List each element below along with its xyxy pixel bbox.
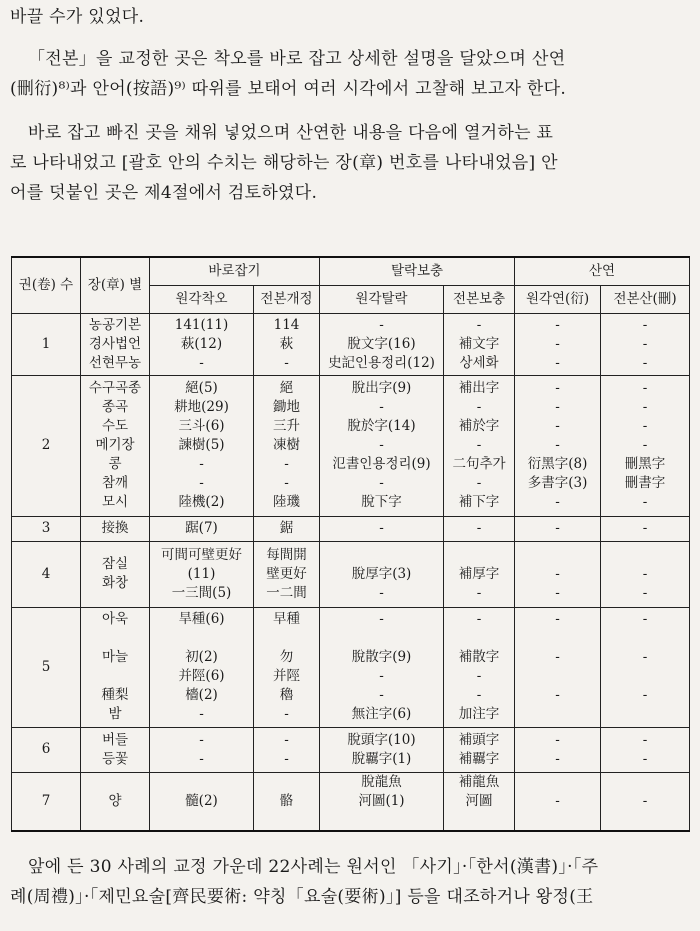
cell-jang (81, 541, 150, 607)
cell-line: - (555, 520, 560, 536)
cell-line (256, 629, 317, 648)
cell-line: - (379, 399, 384, 415)
header-group-supplement: 탈락보충 (320, 257, 515, 285)
cell-line: - (476, 668, 482, 684)
cell-line: 脫於字(14) (347, 418, 416, 434)
cell-line: - (476, 611, 482, 627)
cell-value (320, 772, 444, 831)
cell-line (83, 811, 147, 830)
cell-line: 등꽃 (101, 750, 129, 767)
cell-value (515, 375, 601, 516)
cell-value (150, 607, 254, 727)
cell-line: - (476, 520, 482, 536)
cell-line: 衍黑字(8) (527, 456, 588, 472)
cell-value (601, 375, 690, 516)
cell-gwon: 5 (12, 607, 81, 727)
text-line: 「전본」을 교정한 곳은 착오를 바로 잡고 상세한 설명을 달았으며 산연 (28, 49, 566, 69)
cell-line (517, 546, 598, 565)
cell-line (83, 667, 147, 686)
cell-line: 三斗(6) (178, 418, 225, 434)
cell-line: - (555, 418, 560, 434)
cell-line: 脫覊字(1) (351, 750, 412, 767)
cell-line: - (476, 475, 482, 491)
cell-line: - (642, 418, 648, 434)
cell-line: 脫下字 (361, 494, 402, 510)
cell-line: - (642, 565, 648, 582)
cell-line: 아욱 (101, 611, 129, 627)
cell-line: - (642, 335, 648, 352)
cell-line: - (642, 380, 648, 396)
cell-line (256, 811, 317, 830)
header-jang: 장(章) 별 (81, 257, 150, 313)
cell-line: - (555, 494, 560, 510)
cell-value (254, 313, 320, 375)
cell-line: 穭 (279, 687, 294, 703)
cell-line: 諫樹(5) (178, 437, 225, 453)
cell-value (601, 772, 690, 831)
cell-line: 114 (273, 316, 300, 333)
cell-line: 接換 (101, 520, 129, 536)
cell-value (254, 727, 320, 772)
cell-line: - (642, 437, 648, 453)
table-row (12, 313, 690, 375)
cell-line: - (555, 565, 560, 582)
cell-line: - (379, 475, 384, 491)
text-line: 앞에 든 30 사례의 교정 가운데 22사례는 원서인 「사기」·「한서(漢書)」·「주 (28, 857, 599, 877)
cell-line (152, 629, 251, 648)
cell-gwon: 6 (12, 727, 81, 772)
cell-line: - (379, 520, 384, 536)
cell-line: - (284, 731, 289, 748)
cell-line (603, 773, 687, 792)
cell-value (150, 375, 254, 516)
cell-value (150, 772, 254, 831)
table-row (12, 772, 690, 831)
cell-line: 補龍魚 (458, 773, 500, 790)
cell-value (254, 375, 320, 516)
text-line: 로 나타내었고 [괄호 안의 수치는 해당하는 장(章) 번호를 나타내었음] 안 (10, 153, 558, 173)
cell-value (444, 772, 515, 831)
paragraph-method (10, 44, 690, 104)
cell-line: 脫文字(16) (347, 335, 416, 352)
cell-value (601, 313, 690, 375)
cell-line: 마늘 (101, 649, 129, 665)
cell-line: 양 (108, 792, 122, 809)
cell-line: 刪書字 (624, 475, 666, 491)
cell-value (444, 375, 515, 516)
table-row (12, 607, 690, 727)
cell-line: 잠실 (101, 556, 129, 572)
cell-value (444, 313, 515, 375)
text-line: 바로 잡고 빠진 곳을 채워 넣었으며 산연한 내용을 다음에 열거하는 표 (28, 123, 554, 143)
cell-jang (81, 313, 150, 375)
cell-line: 多書字(3) (527, 475, 588, 491)
cell-value (254, 516, 320, 541)
cell-line: 并陘 (273, 668, 300, 684)
cell-line (603, 629, 687, 648)
cell-line (322, 629, 441, 648)
cell-line: 補頭字 (458, 731, 500, 748)
cell-line: 二句추가 (452, 456, 506, 472)
cell-line (517, 773, 598, 792)
cell-line: 경사법언 (88, 335, 142, 352)
cell-gwon: 3 (12, 516, 81, 541)
cell-line: - (642, 687, 648, 703)
header-gwon: 권(卷) 수 (12, 257, 81, 313)
subheader: 전본보충 (444, 285, 515, 313)
cell-line: 初(2) (185, 649, 218, 665)
cell-line: 수도 (101, 418, 129, 434)
cell-line: 밤 (108, 706, 122, 722)
cell-line: 모시 (101, 494, 129, 510)
cell-line: 三升 (273, 418, 300, 434)
cell-line: 耕地(29) (174, 399, 229, 415)
cell-line: 并陘(6) (178, 668, 225, 684)
cell-line: 氾書인용정리(9) (332, 456, 431, 472)
cell-line: - (555, 437, 560, 453)
cell-line: 補散字 (458, 649, 500, 665)
header-group-correction: 바로잡기 (150, 257, 320, 285)
table-row (12, 375, 690, 516)
cell-line (603, 705, 687, 724)
cell-value (444, 516, 515, 541)
cell-line: 선현무농 (88, 354, 142, 371)
cell-value (320, 516, 444, 541)
cell-line: 鋤地 (273, 399, 300, 415)
cell-line (446, 811, 512, 830)
cell-line: 無注字(6) (351, 706, 412, 722)
cell-line: - (379, 316, 384, 333)
cell-line: - (642, 354, 648, 371)
correction-table (11, 256, 690, 832)
cell-line: 참깨 (101, 475, 129, 491)
cell-line: - (284, 354, 289, 371)
cell-line: 早種 (273, 611, 300, 627)
cell-line: 補於字 (458, 418, 500, 434)
cell-line: 加注字 (458, 706, 500, 722)
cell-line: 旱種(6) (178, 611, 225, 627)
cell-line: 一三間(5) (171, 584, 232, 601)
cell-line: - (555, 316, 560, 333)
cell-line: - (199, 475, 204, 491)
cell-line: - (555, 354, 560, 371)
table-row (12, 516, 690, 541)
cell-line (83, 773, 147, 792)
cell-line: 141(11) (174, 316, 229, 333)
cell-jang (81, 607, 150, 727)
cell-line: - (642, 792, 648, 809)
cell-line: 脫出字(9) (351, 380, 412, 396)
cell-line: - (379, 611, 384, 627)
cell-line: - (379, 437, 384, 453)
subheader: 전본산(刪) (601, 285, 690, 313)
cell-line: - (642, 584, 648, 601)
cell-line: - (379, 687, 384, 703)
cell-value (601, 541, 690, 607)
cell-value (601, 607, 690, 727)
cell-line: - (555, 687, 560, 703)
cell-line: - (642, 649, 648, 665)
cell-line: 鋸 (279, 520, 294, 536)
cell-line: - (476, 316, 482, 333)
cell-line: - (642, 494, 648, 510)
cell-value (150, 727, 254, 772)
cell-line: - (555, 399, 560, 415)
cell-line: 可間可壁更好 (161, 546, 242, 563)
cell-line (446, 546, 512, 565)
cell-line: - (199, 750, 204, 767)
cell-line: - (555, 380, 560, 396)
cell-line: - (199, 354, 204, 371)
table-row (12, 541, 690, 607)
cell-value (320, 541, 444, 607)
cell-line (517, 811, 598, 830)
subheader: 전본개정 (254, 285, 320, 313)
cell-line: - (199, 706, 204, 722)
cell-line: 勿 (279, 649, 294, 665)
subheader: 원각탈락 (320, 285, 444, 313)
text-line: 어를 덧붙인 곳은 제4절에서 검토하였다. (10, 183, 318, 203)
cell-value (320, 607, 444, 727)
cell-value (320, 375, 444, 516)
cell-line (517, 705, 598, 724)
cell-line: 종곡 (101, 399, 129, 415)
cell-line: 콩 (108, 456, 122, 472)
cell-line: 脫龍魚 (361, 773, 402, 790)
cell-line (322, 811, 441, 830)
cell-value (444, 541, 515, 607)
cell-value (515, 541, 601, 607)
cell-line: - (476, 687, 482, 703)
cell-value (150, 541, 254, 607)
cell-gwon: 1 (12, 313, 81, 375)
cell-value (444, 607, 515, 727)
cell-gwon: 2 (12, 375, 81, 516)
cell-line: - (284, 456, 289, 472)
cell-line: 萩 (279, 335, 294, 352)
cell-line: 絕 (279, 380, 294, 396)
cell-line: 메기장 (95, 437, 135, 453)
cell-line: 刪黑字 (624, 456, 666, 472)
cell-line: 補下字 (458, 494, 500, 510)
cell-line: 踞(7) (185, 520, 218, 536)
cell-value (515, 313, 601, 375)
cell-line: 버들 (101, 731, 129, 748)
cell-line: 凍樹 (273, 437, 300, 453)
cell-line (152, 811, 251, 830)
cell-line: 每間開 (266, 546, 307, 563)
cell-value (515, 516, 601, 541)
cell-gwon: 4 (12, 541, 81, 607)
paragraph-table-intro (10, 118, 690, 208)
cell-line: 陸機(2) (178, 494, 225, 510)
cell-value (601, 516, 690, 541)
cell-line: 수구곡종 (88, 380, 142, 396)
cell-line: - (476, 584, 482, 601)
cell-line: - (642, 750, 648, 767)
cell-line: - (642, 611, 648, 627)
cell-line: 萩(12) (180, 335, 223, 352)
cell-line (152, 773, 251, 792)
cell-line: - (379, 668, 384, 684)
cell-line: - (642, 520, 648, 536)
cell-line: 髓(2) (185, 792, 218, 809)
cell-line: - (555, 335, 560, 352)
cell-line (322, 546, 441, 565)
cell-gwon: 7 (12, 772, 81, 831)
cell-line: 檣(2) (185, 687, 218, 703)
cell-line: - (199, 456, 204, 472)
cell-value (515, 727, 601, 772)
cell-value (254, 772, 320, 831)
cell-jang (81, 375, 150, 516)
cell-value (601, 727, 690, 772)
cell-line: - (642, 731, 648, 748)
cell-line: - (379, 584, 384, 601)
cell-jang (81, 727, 150, 772)
cell-line: 補厚字 (458, 565, 500, 582)
cell-line: - (642, 399, 648, 415)
cell-line (256, 773, 317, 792)
cell-line: - (555, 649, 560, 665)
cell-line: (11) (187, 565, 216, 582)
cell-line: - (555, 731, 560, 748)
cell-line: 陸璣 (273, 494, 300, 510)
text-line: (刪衍)⁸⁾과 안어(按語)⁹⁾ 따위를 보태어 여러 시각에서 고찰해 보고자 한다. (10, 79, 567, 99)
cell-line: 絕(5) (185, 380, 218, 396)
cell-line: - (555, 584, 560, 601)
text-line: 바끌 수가 있었다. (10, 7, 145, 27)
cell-line: 壁更好 (266, 565, 307, 582)
cell-value (254, 607, 320, 727)
cell-line: 상세화 (459, 354, 499, 371)
cell-line: 脫頭字(10) (347, 731, 416, 748)
subheader: 원각착오 (150, 285, 254, 313)
cell-line: 種梨 (101, 687, 129, 703)
paragraph-summary (10, 852, 690, 912)
cell-line (603, 546, 687, 565)
table-row (12, 727, 690, 772)
cell-jang (81, 772, 150, 831)
cell-line: - (284, 475, 289, 491)
cell-line: 史記인용정리(12) (328, 354, 435, 371)
cell-line (603, 667, 687, 686)
cell-line: 骼 (279, 792, 294, 809)
text-line: 례(周禮)」·「제민요술[齊民要術: 약칭「요술(要術)」] 등을 대조하거나 왕정(王 (10, 887, 594, 907)
cell-line (603, 811, 687, 830)
cell-line (517, 667, 598, 686)
cell-value (150, 313, 254, 375)
cell-jang (81, 516, 150, 541)
cell-value (515, 772, 601, 831)
cell-value (150, 516, 254, 541)
cell-line: 농공기본 (88, 316, 142, 333)
cell-line: - (642, 316, 648, 333)
cell-line: 河圖(1) (358, 792, 405, 809)
cell-line: 화창 (101, 575, 129, 591)
subheader: 원각연(衍) (515, 285, 601, 313)
cell-line: 補出字 (458, 380, 500, 396)
cell-value (515, 607, 601, 727)
cell-value (254, 541, 320, 607)
cell-line: 脫厚字(3) (351, 565, 412, 582)
cell-line (446, 629, 512, 648)
cell-line: - (555, 792, 560, 809)
cell-line: 補文字 (458, 335, 500, 352)
cell-line: 補覊字 (458, 750, 500, 767)
cell-line: - (476, 399, 482, 415)
cell-line: 河圖 (465, 792, 493, 809)
cell-line: 脫散字(9) (351, 649, 412, 665)
cell-line: - (199, 731, 204, 748)
cell-line: 一二間 (266, 584, 307, 601)
cell-line: - (555, 750, 560, 767)
cell-value (444, 727, 515, 772)
cell-line: - (284, 750, 289, 767)
header-group-deletion: 산연 (515, 257, 690, 285)
cell-value (320, 727, 444, 772)
cell-line: - (476, 437, 482, 453)
cell-line: - (555, 611, 560, 627)
cell-line (517, 629, 598, 648)
paragraph-intro (10, 2, 690, 32)
cell-line (83, 629, 147, 648)
cell-line: - (284, 706, 289, 722)
cell-value (320, 313, 444, 375)
